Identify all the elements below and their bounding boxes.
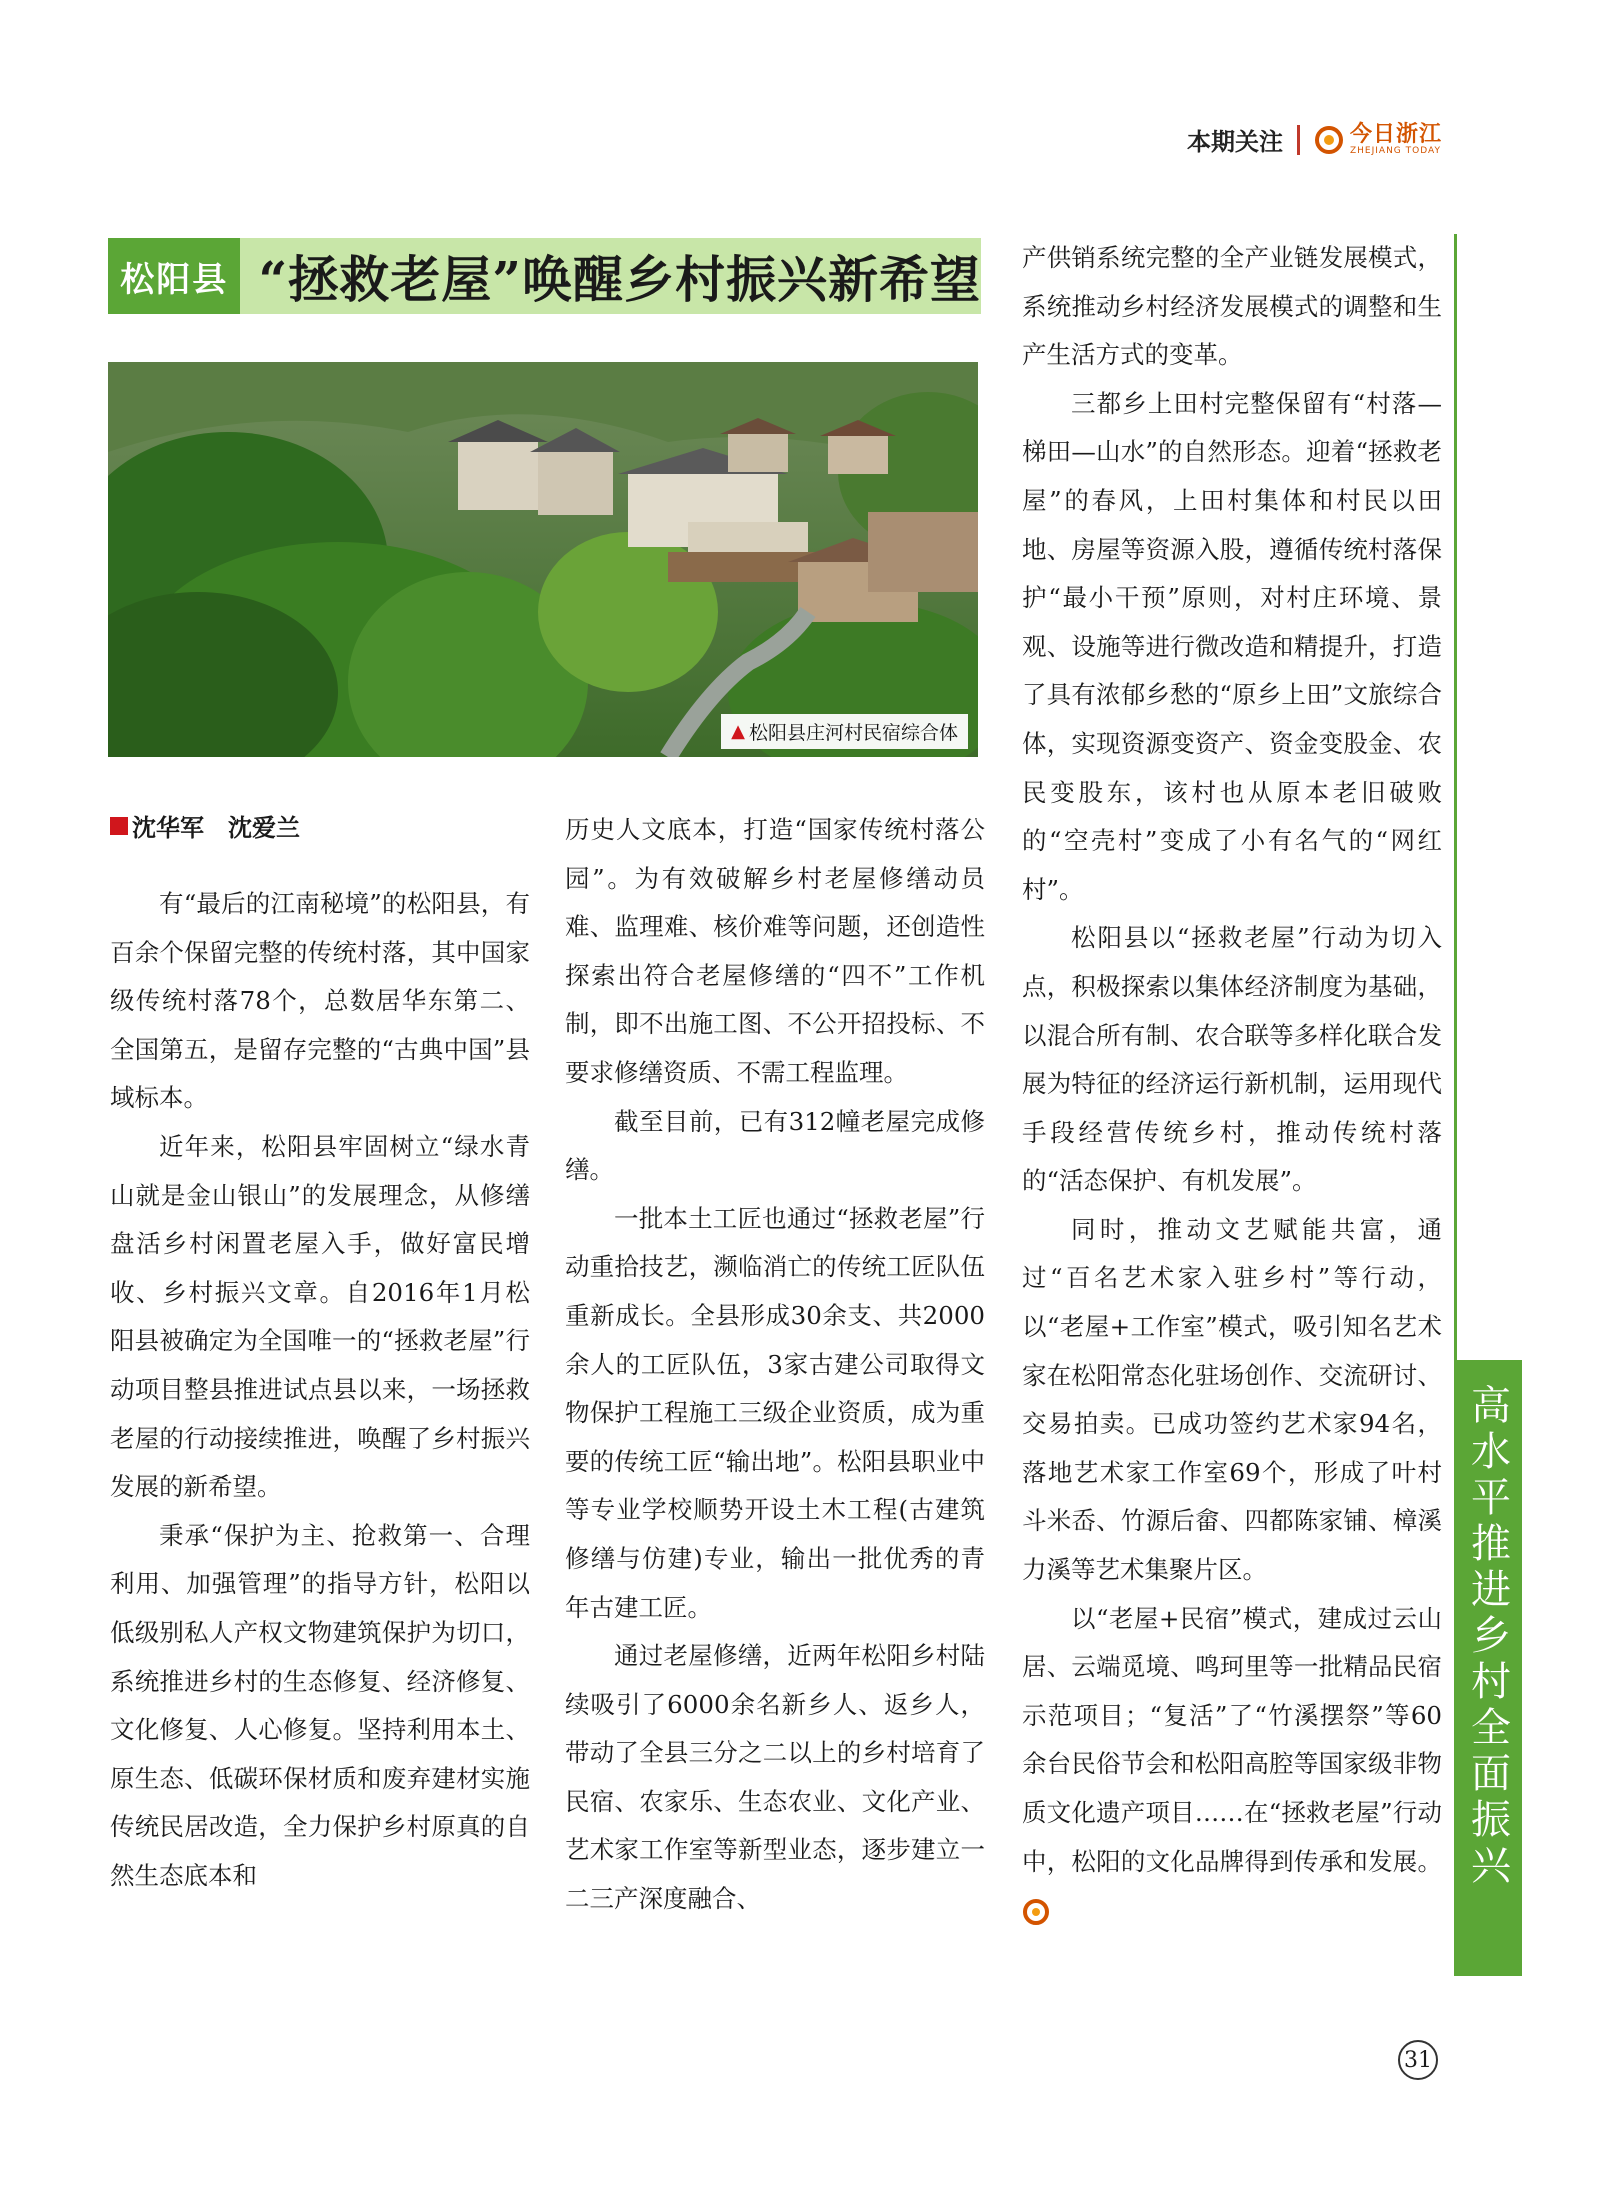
caption-text: 松阳县庄河村民宿综合体 xyxy=(748,722,958,744)
text-column-3 xyxy=(1022,234,1442,1935)
paragraph: 近年来，松阳县牢固树立“绿水青山就是金山银山”的发展理念，从修缮盘活乡村闲置老屋入手，做好富民增收、乡村振兴文章。自2016年1月松阳县被确定为全国唯一的“拯救老屋”行动项目整县推进试点县以来，一场拯救老屋的行动接续推进，唤醒了乡村振兴发展的新希望。 xyxy=(110,1131,530,1502)
paragraph: 三都乡上田村完整保留有“村落—梯田—山水”的自然形态。迎着“拯救老屋”的春风，上田村集体和村民以田地、房屋等资源入股，遵循传统村落保护“最小干预”原则，对村庄环境、景观、设施等进行微改造和精提升，打造了具有浓郁乡愁的“原乡上田”文旅综合体，实现资源变资产、资金变股金、农民变股东，该村也从原本老旧破败的“空壳村”变成了小有名气的“网红村”。 xyxy=(1022,388,1442,904)
author-names: 沈华军 沈爱兰 xyxy=(132,814,300,842)
paragraph: 产供销系统完整的全产业链发展模式，系统推动乡村经济发展模式的调整和生产生活方式的变革。 xyxy=(1022,243,1442,370)
section-label: 本期关注 xyxy=(1186,128,1283,156)
end-mark-icon xyxy=(1022,1898,1050,1926)
publication-logo xyxy=(1314,123,1442,156)
logo-mark-icon xyxy=(1314,125,1344,155)
page-header xyxy=(1187,122,1442,157)
paragraph: 有“最后的江南秘境”的松阳县，有百余个保留完整的传统村落，其中国家级传统村落78个，总数居华东第二、全国第五，是留存完整的“古典中国”县域标本。 xyxy=(110,889,530,1113)
village-photo-illustration xyxy=(108,362,978,757)
page-number: 31 xyxy=(1398,2040,1438,2080)
logo-text xyxy=(1350,123,1442,156)
red-square-icon xyxy=(110,817,128,835)
header-divider xyxy=(1297,125,1300,155)
paragraph: 一批本土工匠也通过“拯救老屋”行动重拾技艺，濒临消亡的传统工匠队伍重新成长。全县形成30余支、共2000余人的工匠队伍，3家古建公司取得文物保护工程施工三级企业资质，成为重要的传统工匠“输出地”。松阳县职业中等专业学校顺势开设土木工程(古建筑修缮与仿建)专业，输出一批优秀的青年古建工匠。 xyxy=(565,1203,985,1622)
author-byline xyxy=(110,808,300,843)
paragraph: 以“老屋+民宿”模式，建成过云山居、云端觅境、鸣珂里等一批精品民宿示范项目；“复活”了“竹溪摆祭”等60余台民俗节会和松阳高腔等国家级非物质文化遗产项目……在“拯救老屋”行动中，松阳的文化品牌得到传承和发展。 xyxy=(1022,1603,1442,1876)
logo-chinese: 今日浙江 xyxy=(1349,121,1442,147)
side-tab-text: 高水平推进乡村全面振兴 xyxy=(1464,1384,1511,1890)
paragraph-last xyxy=(1022,1595,1442,1935)
article-title-bar xyxy=(108,238,981,314)
article-photo xyxy=(108,362,978,757)
paragraph: 截至目前，已有312幢老屋完成修缮。 xyxy=(565,1106,985,1185)
logo-english: ZHEJIANG TODAY xyxy=(1349,146,1441,156)
paragraph: 同时，推动文艺赋能共富，通过“百名艺术家入驻乡村”等行动，以“老屋+工作室”模式，吸引知名艺术家在松阳常态化驻场创作、交流研讨、交易拍卖。已成功签约艺术家94名，落地艺术家工作室69个，形成了叶村斗米岙、竹源后畲、四都陈家铺、樟溪力溪等艺术集聚片区。 xyxy=(1022,1214,1442,1585)
title-tag: 松阳县 xyxy=(108,238,240,314)
paragraph: 历史人文底本，打造“国家传统村落公园”。为有效破解乡村老屋修缮动员难、监理难、核价难等问题，还创造性探索出符合老屋修缮的“四不”工作机制，即不出施工图、不公开招投标、不要求修缮资质、不需工程监理。 xyxy=(565,815,985,1087)
paragraph: 秉承“保护为主、抢救第一、合理利用、加强管理”的指导方针，松阳以低级别私人产权文物建筑保护为切口，系统推进乡村的生态修复、经济修复、文化修复、人心修复。坚持利用本土、原生态、低碳环保材质和废弃建材实施传统民居改造，全力保护乡村原真的自然生态底本和 xyxy=(110,1520,530,1890)
article-title: “拯救老屋”唤醒乡村振兴新希望 xyxy=(258,250,981,309)
paragraph: 松阳县以“拯救老屋”行动为切入点，积极探索以集体经济制度为基础，以混合所有制、农合联等多样化联合发展为特征的经济运行新机制，运用现代手段经营传统乡村，推动传统村落的“活态保护、有机发展”。 xyxy=(1022,923,1442,1196)
paragraph: 通过老屋修缮，近两年松阳乡村陆续吸引了6000余名新乡人、返乡人，带动了全县三分之二以上的乡村培育了民宿、农家乐、生态农业、文化产业、艺术家工作室等新型业态，逐步建立一二三产深度融合、 xyxy=(565,1641,985,1914)
text-column-1 xyxy=(110,880,530,1900)
text-column-2 xyxy=(565,806,985,1924)
photo-caption xyxy=(721,714,968,749)
side-column-tab xyxy=(1454,1360,1522,1976)
red-triangle-icon: ▲ xyxy=(731,721,745,742)
